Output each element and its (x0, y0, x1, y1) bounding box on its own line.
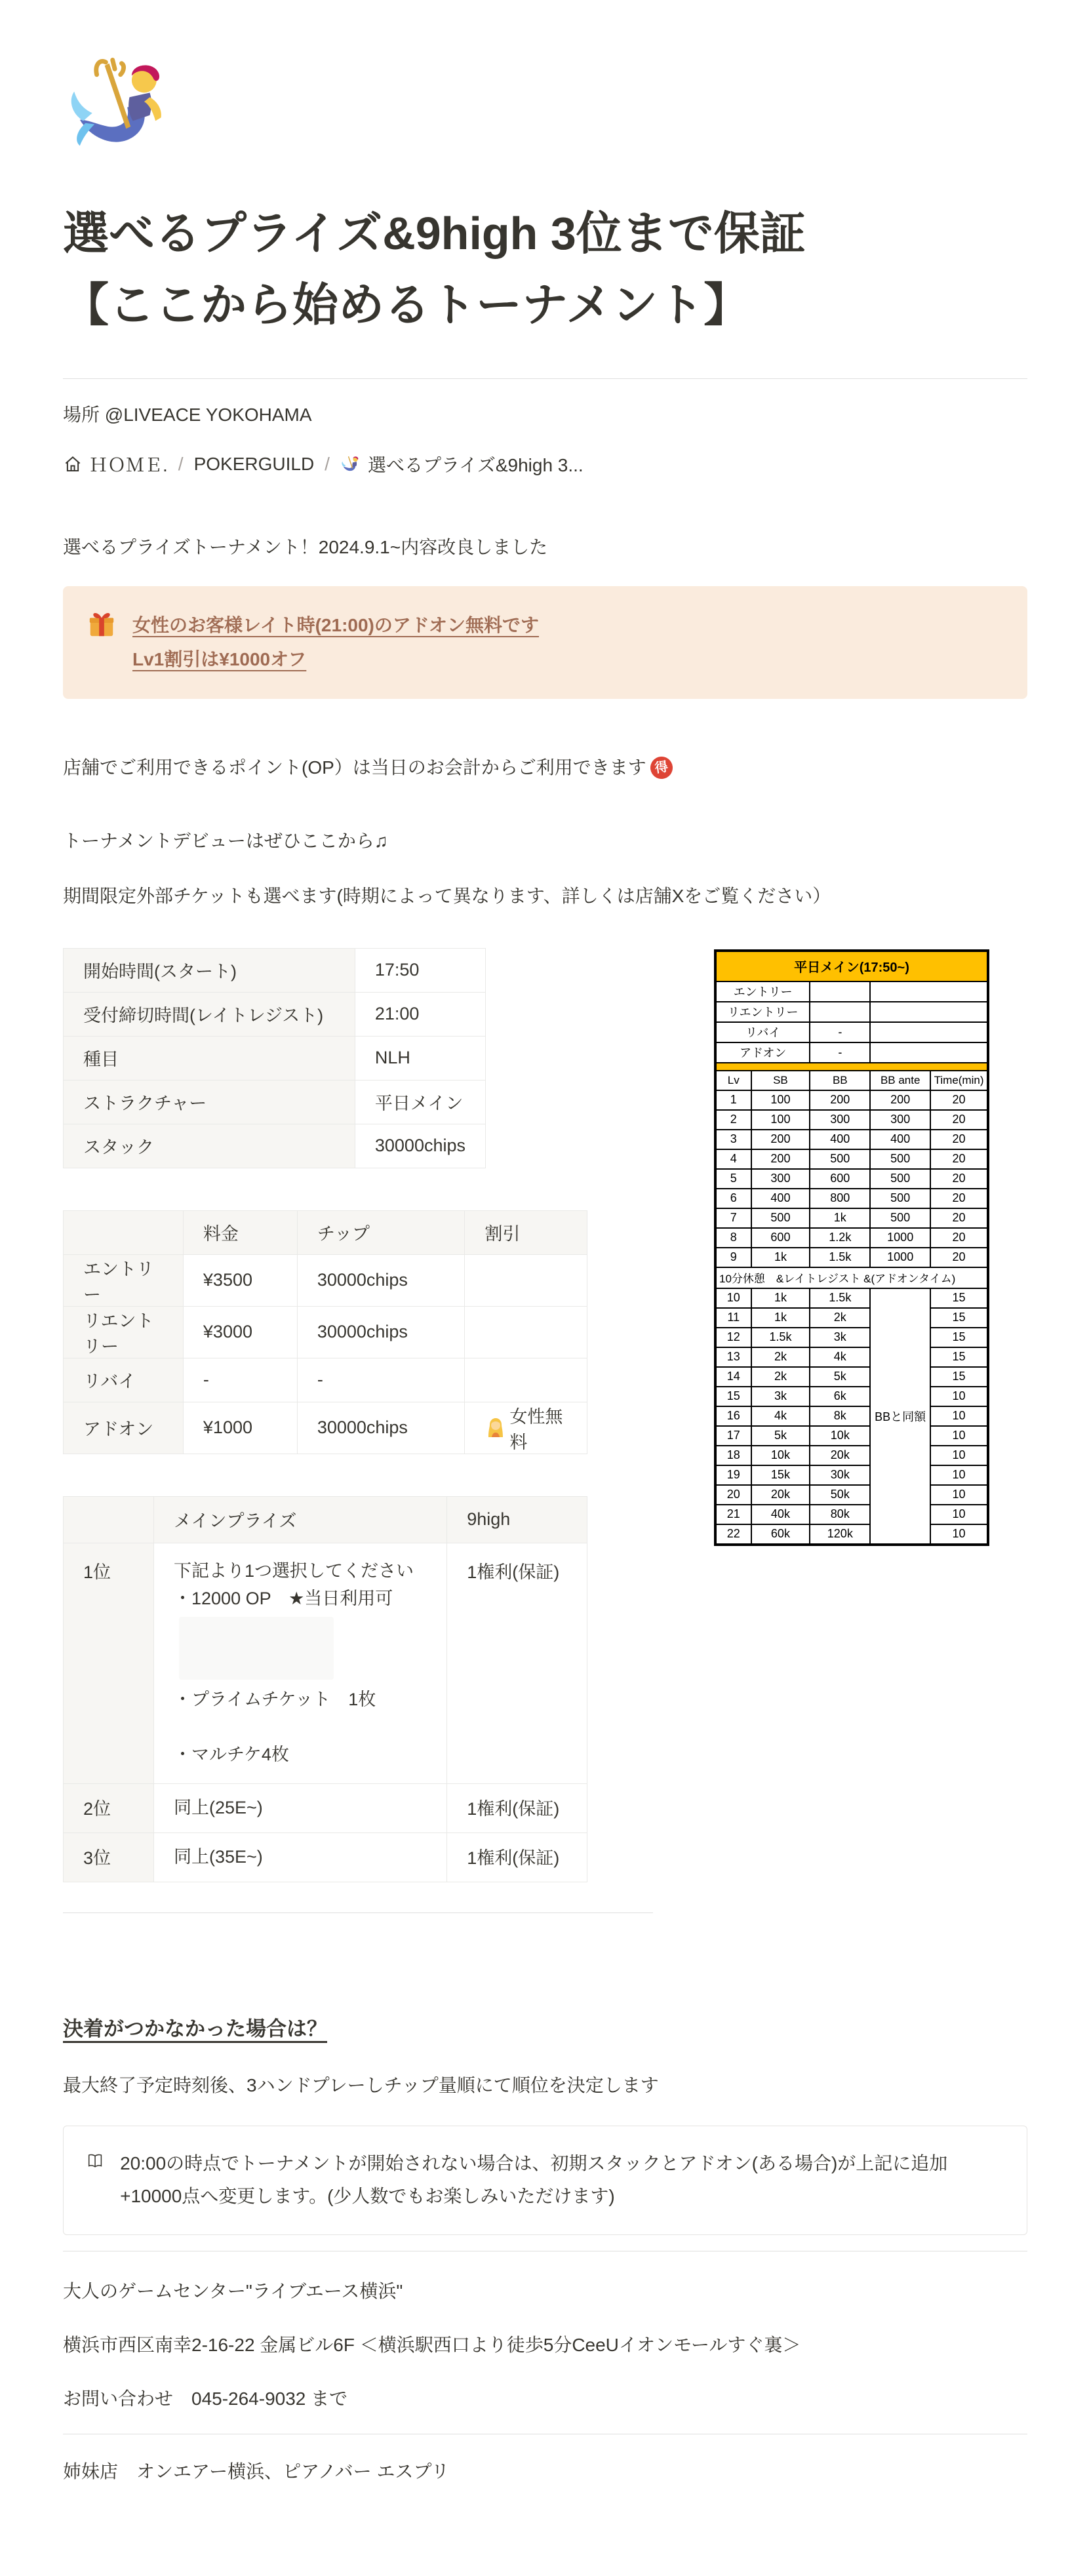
fee-row-label: リエントリー (64, 1306, 184, 1358)
level-number: 11 (715, 1308, 751, 1328)
prize-rank: 1位 (64, 1543, 154, 1783)
small-blind: 400 (751, 1189, 810, 1208)
info-value: 30000chips (355, 1124, 485, 1168)
level-time: 20 (930, 1169, 988, 1189)
big-blind: 10k (810, 1426, 870, 1446)
structure-header-lv: Lv (715, 1071, 751, 1090)
prize-line-spacer (174, 1714, 427, 1741)
fee-discount (465, 1254, 587, 1306)
bb-ante: 400 (870, 1130, 930, 1149)
structure-column-headers (715, 1071, 988, 1090)
fee-header-discount: 割引 (465, 1210, 587, 1254)
prize-9high-cell: 1権利(保証) (447, 1783, 587, 1833)
level-number: 17 (715, 1426, 751, 1446)
structure-info-rest (870, 1042, 988, 1063)
info-label: ストラクチャー (64, 1080, 355, 1124)
info-table-row (64, 1080, 486, 1124)
level-number: 10 (715, 1288, 751, 1308)
info-table-row (64, 992, 486, 1036)
promo-line-1: 女性のお客様レイト時(21:00)のアドオン無料です (132, 615, 540, 635)
structure-level-row (715, 1149, 988, 1169)
bb-ante: 1000 (870, 1228, 930, 1248)
big-blind: 1.5k (810, 1248, 870, 1267)
fee-table-row (64, 1306, 587, 1358)
bb-ante: 300 (870, 1110, 930, 1130)
structure-level-row (715, 1465, 988, 1485)
structure-level-row (715, 1426, 988, 1446)
level-time: 20 (930, 1149, 988, 1169)
big-blind: 2k (810, 1308, 870, 1328)
small-blind: 20k (751, 1485, 810, 1505)
level-time: 10 (930, 1465, 988, 1485)
level-number: 2 (715, 1110, 751, 1130)
prize-table-row (64, 1833, 587, 1882)
prize-header-9high: 9high (447, 1496, 587, 1543)
debut-note: トーナメントデビューはぜひここから♫ (63, 830, 388, 851)
small-blind: 1.5k (751, 1328, 810, 1347)
prize-table-row (64, 1783, 587, 1833)
promo-line-2: Lv1割引は¥1000オフ (132, 648, 307, 669)
structure-level-row (715, 1288, 988, 1308)
fee-amount: - (183, 1358, 297, 1402)
prize-header-main: メインプライズ (154, 1496, 447, 1543)
level-time: 20 (930, 1248, 988, 1267)
page-content (0, 50, 1089, 2486)
structure-level-row (715, 1189, 988, 1208)
prize-9high-cell: 1権利(保証) (447, 1543, 587, 1783)
structure-info-rest (870, 1022, 988, 1042)
structure-level-row (715, 1208, 988, 1228)
small-blind: 200 (751, 1149, 810, 1169)
prize-header-blank (64, 1496, 154, 1543)
level-number: 1 (715, 1090, 751, 1110)
breadcrumb-home[interactable] (63, 451, 168, 477)
structure-info-row (715, 1042, 988, 1063)
open-book-icon (86, 2147, 104, 2175)
small-blind: 2k (751, 1347, 810, 1367)
prize-line: 同上(35E~) (174, 1846, 263, 1867)
fee-chips: 30000chips (297, 1306, 465, 1358)
prize-main-cell (154, 1783, 447, 1833)
breadcrumb-current-label: 選べるプライズ&9high 3... (367, 455, 584, 475)
page-title-line1: 選べるプライズ&9high 3位まで保証 (63, 208, 806, 259)
small-blind: 40k (751, 1505, 810, 1524)
small-blind: 2k (751, 1367, 810, 1387)
breadcrumb-current-page[interactable] (340, 451, 584, 477)
fee-discount (465, 1306, 587, 1358)
bb-ante: 500 (870, 1208, 930, 1228)
tiebreak-body: 最大終了予定時刻後、3ハンドプレーしチップ量順にて順位を決定します (63, 2075, 659, 2096)
fee-amount: ¥1000 (183, 1402, 297, 1454)
structure-title: 平日メイン(17:50~) (715, 951, 988, 981)
breadcrumb-pokerguild-label: POKERGUILD (193, 454, 315, 474)
fee-chips: 30000chips (297, 1402, 465, 1454)
merperson-mini-icon (340, 454, 361, 475)
structure-level-row (715, 1367, 988, 1387)
level-time: 15 (930, 1367, 988, 1387)
structure-break-label: 10分休憩 &レイトレジスト &(アドオンタイム) (715, 1267, 988, 1288)
structure-level-row (715, 1130, 988, 1149)
big-blind: 1.2k (810, 1228, 870, 1248)
prize-line: 下記より1つ選択してください (174, 1560, 414, 1581)
structure-header-bb: BB (810, 1071, 870, 1090)
structure-gold-bar (715, 1063, 988, 1071)
structure-level-row (715, 1228, 988, 1248)
structure-level-row (715, 1308, 988, 1328)
breadcrumb (63, 451, 1027, 477)
level-time: 20 (930, 1090, 988, 1110)
big-blind: 400 (810, 1130, 870, 1149)
small-blind: 500 (751, 1208, 810, 1228)
structure-level-row (715, 1169, 988, 1189)
level-time: 10 (930, 1524, 988, 1545)
points-note-text: 店舗でご利用できるポイント(OP）は当日のお会計からご利用できます (63, 757, 646, 778)
fee-discount (465, 1358, 587, 1402)
prize-line: ・マルチケ4枚 (174, 1744, 289, 1764)
prize-table (63, 1496, 587, 1882)
level-number: 22 (715, 1524, 751, 1545)
small-blind: 1k (751, 1288, 810, 1308)
tables-column (63, 948, 587, 1913)
small-blind: 1k (751, 1308, 810, 1328)
store-name: 大人のゲームセンター"ライブエース横浜" (63, 2280, 403, 2301)
structure-level-row (715, 1387, 988, 1406)
small-blind: 600 (751, 1228, 810, 1248)
promo-callout-text (132, 608, 539, 677)
big-blind: 50k (810, 1485, 870, 1505)
prize-rank: 3位 (64, 1833, 154, 1882)
level-time: 15 (930, 1308, 988, 1328)
prize-line: ・12000 OP ★当日利用可 (174, 1588, 393, 1608)
tickets-note: 期間限定外部チケットも選べます(時期によって異なります、詳しくは店舗Xをご覧ください） (63, 885, 831, 906)
level-time: 10 (930, 1406, 988, 1426)
level-time: 20 (930, 1130, 988, 1149)
level-time: 10 (930, 1485, 988, 1505)
structure-info-label: リバイ (715, 1022, 810, 1042)
structure-info-value: - (810, 1042, 870, 1063)
redacted-image (179, 1617, 334, 1680)
structure-level-row (715, 1347, 988, 1367)
prize-line: 同上(25E~) (174, 1797, 263, 1817)
prize-main-cell (154, 1833, 447, 1882)
level-number: 13 (715, 1347, 751, 1367)
small-blind: 100 (751, 1110, 810, 1130)
big-blind: 1.5k (810, 1288, 870, 1308)
fee-header-row (64, 1210, 587, 1254)
fee-row-label: アドオン (64, 1402, 184, 1454)
big-blind: 80k (810, 1505, 870, 1524)
level-time: 15 (930, 1328, 988, 1347)
info-label: 種目 (64, 1036, 355, 1080)
structure-info-row (715, 981, 988, 1002)
structure-level-row (715, 1485, 988, 1505)
structure-level-row (715, 1110, 988, 1130)
structure-info-value: - (810, 1022, 870, 1042)
prize-table-row (64, 1543, 587, 1783)
bb-ante: 500 (870, 1149, 930, 1169)
fee-amount: ¥3500 (183, 1254, 297, 1306)
late-start-callout (63, 2126, 1027, 2235)
structure-info-label: アドオン (715, 1042, 810, 1063)
small-blind: 5k (751, 1426, 810, 1446)
structure-info-row (715, 1022, 988, 1042)
info-table-row (64, 1036, 486, 1080)
fee-row-label: リバイ (64, 1358, 184, 1402)
level-number: 15 (715, 1387, 751, 1406)
intro-line: 選べるプライズトーナメント！2024.9.1~内容改良しました (63, 537, 548, 557)
small-blind: 100 (751, 1090, 810, 1110)
structure-info-label: リエントリー (715, 1002, 810, 1022)
level-time: 20 (930, 1110, 988, 1130)
store-contact: お問い合わせ 045-264-9032 まで (63, 2388, 348, 2409)
level-time: 10 (930, 1505, 988, 1524)
small-blind: 300 (751, 1169, 810, 1189)
level-time: 10 (930, 1446, 988, 1465)
level-number: 16 (715, 1406, 751, 1426)
bb-ante-merged: BBと同額 (870, 1288, 930, 1545)
fee-chips: - (297, 1358, 465, 1402)
structure-level-row (715, 1406, 988, 1426)
structure-header-time: Time(min) (930, 1071, 988, 1090)
structure-header-sb: SB (751, 1071, 810, 1090)
structure-title-row (715, 951, 988, 981)
level-time: 20 (930, 1228, 988, 1248)
level-number: 12 (715, 1328, 751, 1347)
big-blind: 800 (810, 1189, 870, 1208)
small-blind: 3k (751, 1387, 810, 1406)
blond-woman-icon (485, 1417, 507, 1439)
structure-info-row (715, 1002, 988, 1022)
structure-info-label: エントリー (715, 981, 810, 1002)
breadcrumb-pokerguild[interactable] (194, 454, 315, 475)
level-time: 10 (930, 1387, 988, 1406)
level-number: 7 (715, 1208, 751, 1228)
bb-ante: 1000 (870, 1248, 930, 1267)
location-line: 場所 @LIVEACE YOKOHAMA (63, 405, 312, 425)
prize-line: ・プライムチケット 1枚 (174, 1689, 376, 1709)
page-title (63, 198, 1027, 340)
level-time: 20 (930, 1189, 988, 1208)
prize-rank: 2位 (64, 1783, 154, 1833)
big-blind: 20k (810, 1446, 870, 1465)
merperson-icon (63, 50, 176, 163)
home-icon (63, 454, 83, 474)
breadcrumb-home-label: ＨＯＭＥ. (89, 455, 168, 475)
structure-level-row (715, 1090, 988, 1110)
info-value: 17:50 (355, 948, 485, 992)
level-number: 14 (715, 1367, 751, 1387)
info-label: スタック (64, 1124, 355, 1168)
level-number: 20 (715, 1485, 751, 1505)
fee-row-label: エントリー (64, 1254, 184, 1306)
level-time: 15 (930, 1347, 988, 1367)
big-blind: 3k (810, 1328, 870, 1347)
tiebreak-heading: 決着がつかなかった場合は？ (63, 2017, 327, 2040)
info-label: 開始時間(スタート) (64, 948, 355, 992)
info-table-row (64, 948, 486, 992)
info-value: 平日メイン (355, 1080, 485, 1124)
breadcrumb-separator: / (178, 454, 184, 474)
level-number: 5 (715, 1169, 751, 1189)
level-number: 18 (715, 1446, 751, 1465)
structure-level-row (715, 1328, 988, 1347)
level-number: 21 (715, 1505, 751, 1524)
fee-chips: 30000chips (297, 1254, 465, 1306)
small-blind: 15k (751, 1465, 810, 1485)
sister-stores: 姉妹店 オンエアー横浜、ピアノバー エスプリ (63, 2461, 450, 2482)
info-value: NLH (355, 1036, 485, 1080)
fee-table-row (64, 1358, 587, 1402)
level-number: 19 (715, 1465, 751, 1485)
late-start-callout-text: 20:00の時点でトーナメントが開始されない場合は、初期スタックとアドオン(ある場合)が上記に追加+10000点へ変更します。(少人数でもお楽しみいただけます) (120, 2153, 948, 2207)
small-blind: 10k (751, 1446, 810, 1465)
fee-amount: ¥3000 (183, 1306, 297, 1358)
big-blind: 200 (810, 1090, 870, 1110)
structure-sheet (714, 949, 989, 1546)
tables-section (63, 948, 1027, 1918)
big-blind: 500 (810, 1149, 870, 1169)
level-time: 20 (930, 1208, 988, 1228)
store-address: 横浜市西区南幸2-16-22 金属ビル6F ＜横浜駅西口より徒歩5分CeeUイオンモールすぐ裏＞ (63, 2334, 801, 2355)
breadcrumb-separator: / (325, 454, 330, 474)
fee-header-chips: チップ (297, 1210, 465, 1254)
structure-info-value (810, 1002, 870, 1022)
structure-level-row (715, 1446, 988, 1465)
fee-table (63, 1210, 587, 1454)
divider (63, 378, 1027, 379)
structure-break-row (715, 1267, 988, 1288)
info-value: 21:00 (355, 992, 485, 1036)
small-blind: 200 (751, 1130, 810, 1149)
big-blind: 120k (810, 1524, 870, 1545)
prize-main-cell (154, 1543, 447, 1783)
structure-level-row (715, 1248, 988, 1267)
info-label: 受付締切時間(レイトレジスト) (64, 992, 355, 1036)
big-blind: 4k (810, 1347, 870, 1367)
structure-header-ante: BB ante (870, 1071, 930, 1090)
gift-icon (87, 608, 117, 639)
big-blind: 5k (810, 1367, 870, 1387)
blind-structure-table (714, 949, 989, 1546)
level-time: 15 (930, 1288, 988, 1308)
fee-discount-content (485, 1402, 567, 1454)
page-title-line2: 【ここから始めるトーナメント】 (63, 279, 750, 330)
big-blind: 6k (810, 1387, 870, 1406)
structure-level-row (715, 1524, 988, 1545)
merperson-page-icon[interactable] (63, 50, 176, 163)
fee-discount-text: 女性無料 (509, 1406, 563, 1452)
tournament-info-table (63, 948, 486, 1168)
structure-info-rest (870, 1002, 988, 1022)
big-blind: 300 (810, 1110, 870, 1130)
level-time: 10 (930, 1426, 988, 1446)
structure-info-value (810, 981, 870, 1002)
big-blind: 30k (810, 1465, 870, 1485)
fee-discount (465, 1402, 587, 1454)
points-note (63, 754, 1027, 782)
bb-ante: 200 (870, 1090, 930, 1110)
big-blind: 8k (810, 1406, 870, 1426)
prize-header-row (64, 1496, 587, 1543)
fee-table-row (64, 1402, 587, 1454)
small-blind: 1k (751, 1248, 810, 1267)
prize-9high-cell: 1権利(保証) (447, 1833, 587, 1882)
bb-ante: 500 (870, 1169, 930, 1189)
info-table-row (64, 1124, 486, 1168)
big-blind: 600 (810, 1169, 870, 1189)
level-number: 8 (715, 1228, 751, 1248)
small-blind: 60k (751, 1524, 810, 1545)
divider (63, 1912, 653, 1913)
fee-table-row (64, 1254, 587, 1306)
structure-info-rest (870, 981, 988, 1002)
level-number: 3 (715, 1130, 751, 1149)
promo-callout (63, 586, 1027, 699)
fee-header-blank (64, 1210, 184, 1254)
small-blind: 4k (751, 1406, 810, 1426)
level-number: 6 (715, 1189, 751, 1208)
toku-badge-icon: 得 (649, 755, 674, 780)
big-blind: 1k (810, 1208, 870, 1228)
bb-ante: 500 (870, 1189, 930, 1208)
structure-level-row (715, 1505, 988, 1524)
level-number: 4 (715, 1149, 751, 1169)
fee-header-fee: 料金 (183, 1210, 297, 1254)
level-number: 9 (715, 1248, 751, 1267)
